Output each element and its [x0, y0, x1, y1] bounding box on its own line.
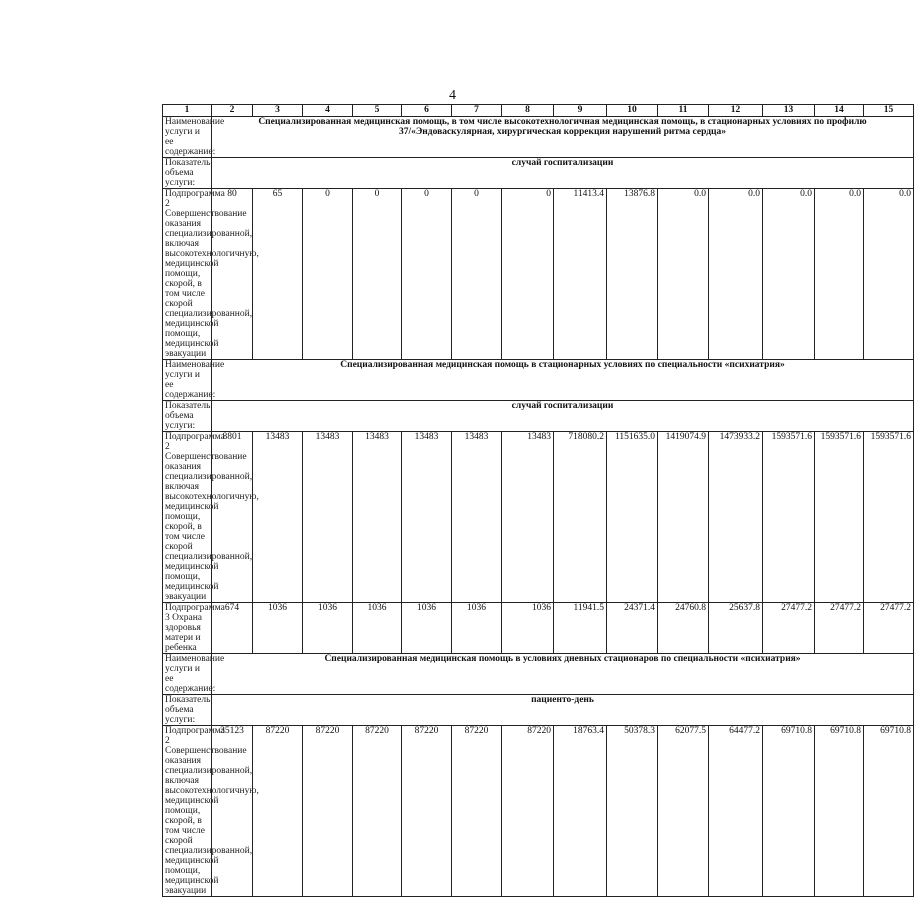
value-cell: 87220	[452, 726, 502, 897]
value-cell: 13483	[502, 432, 554, 603]
value-cell: 1036	[502, 603, 554, 654]
service-label: Наименование услуги и ее содержание:	[163, 360, 212, 401]
column-header: 13	[763, 105, 815, 117]
value-cell: 50378.3	[607, 726, 658, 897]
service-row	[163, 654, 914, 695]
value-cell: 0	[402, 189, 452, 360]
value-cell: 13483	[353, 432, 402, 603]
column-header: 6	[402, 105, 452, 117]
indicator-row	[163, 158, 914, 189]
service-row	[163, 117, 914, 158]
value-cell: 1473933.2	[709, 432, 763, 603]
value-cell: 27477.2	[763, 603, 815, 654]
table-row	[163, 432, 914, 603]
value-cell: 1593571.6	[864, 432, 914, 603]
indicator-row	[163, 401, 914, 432]
value-cell: 8801	[212, 432, 253, 603]
value-cell: 1036	[303, 603, 353, 654]
column-header: 2	[212, 105, 253, 117]
value-cell: 87220	[353, 726, 402, 897]
column-header: 14	[815, 105, 864, 117]
value-cell: 13483	[402, 432, 452, 603]
program-name: Подпрограмма 3 Охрана здоровья матери и ребенка	[163, 603, 212, 654]
service-title: Специализированная медицинская помощь в стационарных условиях по специальности «психиатрия»	[212, 360, 914, 401]
value-cell: 0	[303, 189, 353, 360]
column-header: 3	[253, 105, 303, 117]
value-cell: 1593571.6	[815, 432, 864, 603]
column-header: 5	[353, 105, 402, 117]
value-cell: 24760.8	[658, 603, 709, 654]
value-cell: 25637.8	[709, 603, 763, 654]
indicator-value: пациенто-день	[212, 695, 914, 726]
value-cell: 1036	[253, 603, 303, 654]
service-row	[163, 360, 914, 401]
value-cell: 64477.2	[709, 726, 763, 897]
value-cell: 1036	[452, 603, 502, 654]
value-cell: 11941.5	[554, 603, 607, 654]
value-cell: 0.0	[763, 189, 815, 360]
indicator-value: случай госпитализации	[212, 158, 914, 189]
column-header: 9	[554, 105, 607, 117]
value-cell: 0	[452, 189, 502, 360]
indicator-label: Показатель объема услуги:	[163, 695, 212, 726]
value-cell: 0.0	[709, 189, 763, 360]
indicator-label: Показатель объема услуги:	[163, 158, 212, 189]
value-cell: 0.0	[815, 189, 864, 360]
value-cell: 69710.8	[763, 726, 815, 897]
column-header: 1	[163, 105, 212, 117]
column-header: 4	[303, 105, 353, 117]
value-cell: 18763.4	[554, 726, 607, 897]
value-cell: 11413.4	[554, 189, 607, 360]
service-title: Специализированная медицинская помощь в условиях дневных стационаров по специальности «психиатрия»	[212, 654, 914, 695]
value-cell: 87220	[502, 726, 554, 897]
table-row	[163, 726, 914, 897]
column-header: 11	[658, 105, 709, 117]
value-cell: 718080.2	[554, 432, 607, 603]
value-cell: 674	[212, 603, 253, 654]
page-number: 4	[449, 88, 456, 103]
value-cell: 69710.8	[864, 726, 914, 897]
value-cell: 0	[502, 189, 554, 360]
value-cell: 69710.8	[815, 726, 864, 897]
value-cell: 35123	[212, 726, 253, 897]
column-header: 7	[452, 105, 502, 117]
value-cell: 0.0	[864, 189, 914, 360]
indicator-label: Показатель объема услуги:	[163, 401, 212, 432]
value-cell: 0	[353, 189, 402, 360]
value-cell: 1151635.0	[607, 432, 658, 603]
value-cell: 87220	[253, 726, 303, 897]
program-name: Подпрограмма 2 Совершенствование оказания специализированной, включая высокотехнологичную, медицинской помощи, скорой, в том числе скорой специализированной, медицинской помощи, медицинской эвакуации	[163, 189, 212, 360]
value-cell: 13483	[452, 432, 502, 603]
value-cell: 80	[212, 189, 253, 360]
indicator-row	[163, 695, 914, 726]
service-label: Наименование услуги и ее содержание:	[163, 117, 212, 158]
value-cell: 62077.5	[658, 726, 709, 897]
program-name: Подпрограмма 2 Совершенствование оказания специализированной, включая высокотехнологичную, медицинской помощи, скорой, в том числе скорой специализированной, медицинской помощи, медицинской эвакуации	[163, 726, 212, 897]
value-cell: 24371.4	[607, 603, 658, 654]
service-label: Наименование услуги и ее содержание:	[163, 654, 212, 695]
header-row	[163, 105, 914, 117]
service-title: Специализированная медицинская помощь, в том числе высокотехнологичная медицинская помощь, в стационарных условиях по профилю 37/«Эндоваскулярная, хирургическая коррекция нарушений ритма сердца»	[212, 117, 914, 158]
column-header: 15	[864, 105, 914, 117]
value-cell: 27477.2	[815, 603, 864, 654]
column-header: 12	[709, 105, 763, 117]
value-cell: 1036	[402, 603, 452, 654]
value-cell: 1036	[353, 603, 402, 654]
indicator-value: случай госпитализации	[212, 401, 914, 432]
column-header: 8	[502, 105, 554, 117]
program-name: Подпрограмма 2 Совершенствование оказания специализированной, включая высокотехнологичную, медицинской помощи, скорой, в том числе скорой специализированной, медицинской помощи, медицинской эвакуации	[163, 432, 212, 603]
value-cell: 0.0	[658, 189, 709, 360]
value-cell: 13876.8	[607, 189, 658, 360]
value-cell: 13483	[253, 432, 303, 603]
value-cell: 1419074.9	[658, 432, 709, 603]
value-cell: 27477.2	[864, 603, 914, 654]
value-cell: 1593571.6	[763, 432, 815, 603]
value-cell: 87220	[402, 726, 452, 897]
value-cell: 87220	[303, 726, 353, 897]
value-cell: 13483	[303, 432, 353, 603]
column-header: 10	[607, 105, 658, 117]
data-table	[162, 104, 914, 897]
table-row	[163, 189, 914, 360]
value-cell: 65	[253, 189, 303, 360]
table-row	[163, 603, 914, 654]
